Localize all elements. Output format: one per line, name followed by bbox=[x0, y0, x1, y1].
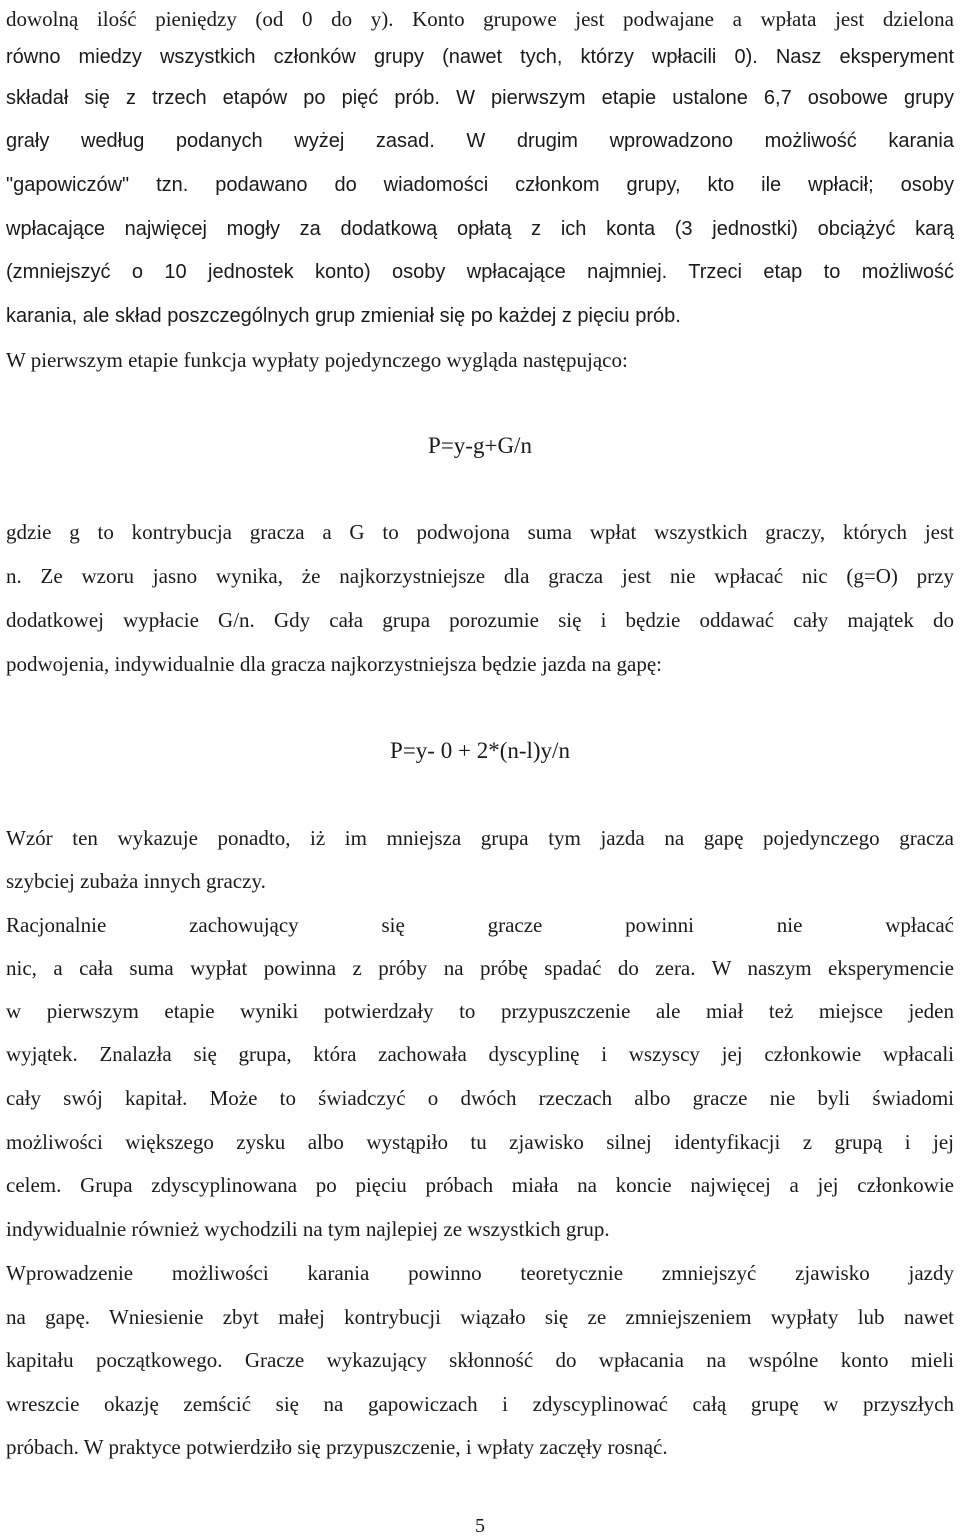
document-page bbox=[6, 0, 954, 1537]
text-line: gdzie g to kontrybucja gracza a G to podwojona suma wpłat wszystkich graczy, których jest bbox=[6, 520, 954, 544]
text-line: dodatkowej wypłacie G/n. Gdy cała grupa porozumie się i będzie oddawać cały majątek do bbox=[6, 608, 954, 632]
text-line: kapitału początkowego. Gracze wykazujący skłonność do wpłacania na wspólne konto mieli bbox=[6, 1348, 954, 1372]
text-line: równo miedzy wszystkich członków grupy (nawet tych, którzy wpłacili 0). Nasz eksperyment bbox=[6, 46, 954, 68]
text-line: (zmniejszyć o 10 jednostek konto) osoby wpłacające najmniej. Trzeci etap to możliwość bbox=[6, 261, 954, 283]
text-line: nic, a cała suma wypłat powinna z próby na próbę spadać do zera. W naszym eksperymencie bbox=[6, 956, 954, 980]
text-line: wyjątek. Znalazła się grupa, która zachowała dyscyplinę i wszyscy jej członkowie wpłacali bbox=[6, 1042, 954, 1066]
text-line: W pierwszym etapie funkcja wypłaty pojedynczego wygląda następująco: bbox=[6, 348, 628, 372]
text-line: podwojenia, indywidualnie dla gracza najkorzystniejsza będzie jazda na gapę: bbox=[6, 652, 662, 676]
text-line: w pierwszym etapie wyniki potwierdzały to przypuszczenie ale miał też miejsce jeden bbox=[6, 999, 954, 1023]
text-line: grały według podanych wyżej zasad. W drugim wprowadzono możliwość karania bbox=[6, 130, 954, 152]
text-line: cały swój kapitał. Może to świadczyć o dwóch rzeczach albo gracze nie byli świadomi bbox=[6, 1086, 954, 1110]
page-number: 5 bbox=[475, 1515, 485, 1537]
payoff-formula-1: P=y-g+G/n bbox=[428, 433, 532, 458]
text-line: możliwości większego zysku albo wystąpiło tu zjawisko silnej identyfikacji z grupą i jej bbox=[6, 1130, 954, 1154]
payoff-formula-2: P=y- 0 + 2*(n-l)y/n bbox=[390, 738, 570, 763]
text-line: wreszcie okazję zemścić się na gapowiczach i zdyscyplinować całą grupę w przyszłych bbox=[6, 1392, 954, 1416]
text-line: indywidualnie również wychodzili na tym najlepiej ze wszystkich grup. bbox=[6, 1217, 610, 1241]
text-line: próbach. W praktyce potwierdziło się przypuszczenie, i wpłaty zaczęły rosnąć. bbox=[6, 1435, 668, 1459]
text-line: Wzór ten wykazuje ponadto, iż im mniejsza grupa tym jazda na gapę pojedynczego gracza bbox=[6, 826, 954, 850]
text-line: na gapę. Wniesienie zbyt małej kontrybucji wiązało się ze zmniejszeniem wypłaty lub nawet bbox=[6, 1305, 954, 1329]
text-line: Racjonalnie zachowujący się gracze powinni nie wpłacać bbox=[6, 913, 954, 937]
text-line: szybciej zubaża innych graczy. bbox=[6, 869, 266, 893]
text-line: wpłacające najwięcej mogły za dodatkową opłatą z ich konta (3 jednostki) obciążyć karą bbox=[6, 218, 954, 240]
text-line: składał się z trzech etapów po pięć prób. W pierwszym etapie ustalone 6,7 osobowe grupy bbox=[6, 87, 954, 109]
text-line: Wprowadzenie możliwości karania powinno teoretycznie zmniejszyć zjawisko jazdy bbox=[6, 1261, 954, 1285]
text-line: n. Ze wzoru jasno wynika, że najkorzystniejsze dla gracza jest nie wpłacać nic (g=O) przy bbox=[6, 564, 954, 588]
text-line: celem. Grupa zdyscyplinowana po pięciu próbach miała na koncie najwięcej a jej członkowie bbox=[6, 1173, 954, 1197]
text-line: dowolną ilość pieniędzy (od 0 do y). Konto grupowe jest podwajane a wpłata jest dzielona bbox=[6, 7, 954, 31]
text-line: "gapowiczów" tzn. podawano do wiadomości członkom grupy, kto ile wpłacił; osoby bbox=[6, 174, 954, 196]
text-line: karania, ale skład poszczególnych grup zmieniał się po każdej z pięciu prób. bbox=[6, 305, 681, 327]
